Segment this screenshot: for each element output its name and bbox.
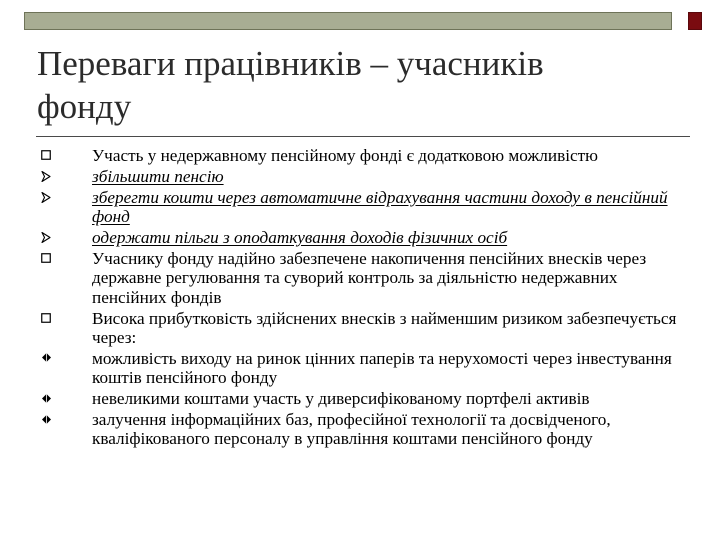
title-line-2: фонду: [37, 87, 132, 126]
arrowhead-icon: [40, 231, 52, 243]
bullet-text: Учаснику фонду надійно забезпечене накопичення пенсійних внесків через державне регулювання та суворий контроль за діяльністю недержавних пенсійних фондів: [92, 249, 647, 307]
bullet-list: [40, 146, 690, 450]
bullet-text: залучення інформаційних баз, професійної технології та досвідченого, кваліфікованого персоналу в управління коштами пенсійного фонду: [92, 410, 611, 449]
bullet-text: зберегти кошти через автоматичне відрахування частини доходу в пенсійний фонд: [92, 188, 668, 227]
bullet-item: [40, 349, 690, 387]
arrowhead-icon: [40, 170, 52, 182]
header-bar: [24, 12, 672, 30]
bullet-text: збільшити пенсію: [92, 167, 224, 186]
arrowhead-icon: [40, 191, 52, 203]
bullet-text: можливість виходу на ринок цінних паперів та нерухомості через інвестування коштів пенсійного фонду: [92, 348, 672, 388]
bullet-item: [40, 309, 690, 347]
slide-title: [37, 42, 687, 128]
bullet-item: [40, 389, 690, 408]
title-divider: [36, 136, 690, 137]
accent-square: [688, 12, 702, 30]
bullet-text: одержати пільги з оподаткування доходів фізичних осіб: [92, 228, 508, 248]
bullet-item: [40, 188, 690, 226]
square-outline-icon: [40, 252, 52, 264]
diamond-icon: [40, 413, 52, 425]
square-outline-icon: [40, 312, 52, 324]
bullet-text: невеликими коштами участь у диверсифікованому портфелі активів: [92, 389, 590, 409]
bullet-item: [40, 167, 690, 186]
bullet-item: [40, 249, 690, 307]
bullet-item: [40, 410, 690, 448]
bullet-item: [40, 146, 690, 165]
bullet-text: Участь у недержавному пенсійному фонді є додатковою можливістю: [92, 146, 598, 165]
bullet-item: [40, 228, 690, 247]
diamond-icon: [40, 352, 52, 364]
bullet-text: Висока прибутковість здійснених внесків з найменшим ризиком забезпечується через:: [92, 308, 677, 347]
title-line-1: Переваги працівників – учасників: [37, 44, 544, 83]
diamond-icon: [40, 392, 52, 404]
square-outline-icon: [40, 149, 52, 161]
